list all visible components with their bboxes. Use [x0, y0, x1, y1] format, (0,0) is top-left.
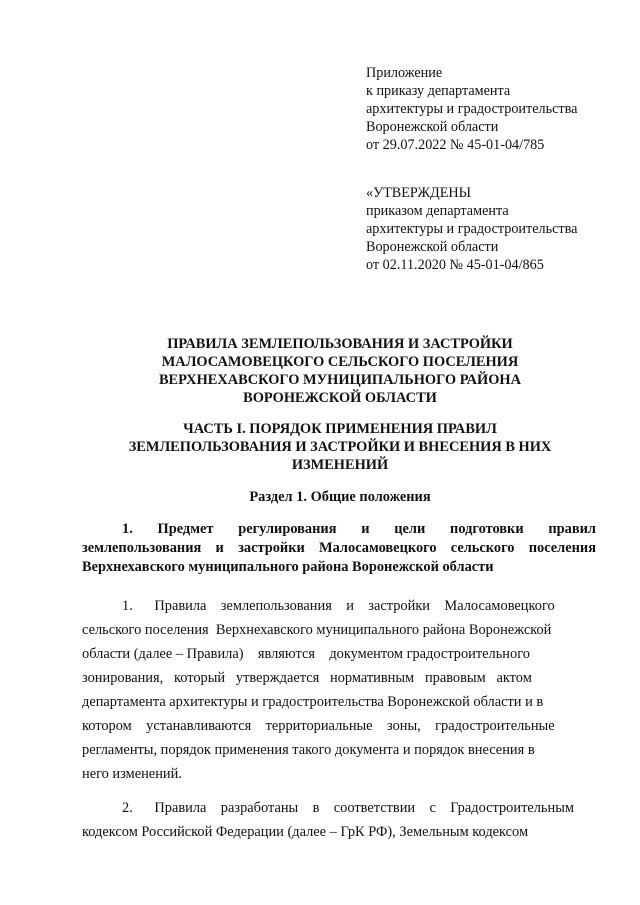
approved-line: «УТВЕРЖДЕНЫ — [366, 185, 471, 201]
approved-stamp — [366, 184, 577, 274]
main-title-line: МАЛОСАМОВЕЦКОГО СЕЛЬСКОГО ПОСЕЛЕНИЯ — [161, 354, 519, 370]
appendix-line: Воронежской области — [366, 119, 499, 135]
article-heading-line: Верхнехавского муниципального района Воронежской области — [82, 559, 494, 575]
paragraph-line: кодексом Российской Федерации (далее – ГрК РФ), Земельным кодексом — [82, 824, 529, 840]
appendix-line: Приложение — [366, 65, 443, 81]
paragraph-line: зонирования, который утверждается нормативным правовым актом — [82, 670, 532, 686]
paragraph-line: департамента архитектуры и градостроительства Воронежской области и в — [82, 694, 544, 710]
appendix-line: к приказу департамента — [366, 83, 511, 99]
main-title — [80, 335, 600, 407]
paragraph-line: 2. Правила разработаны в соответствии с Градостроительным — [122, 800, 574, 816]
paragraph-2 — [82, 796, 596, 844]
main-title-line: ВОРОНЕЖСКОЙ ОБЛАСТИ — [243, 390, 437, 406]
section-title-text: Раздел 1. Общие положения — [249, 489, 431, 505]
approved-line: приказом департамента — [366, 203, 509, 219]
article-heading-line: землепользования и застройки Малосамовецкого сельского поселения — [82, 540, 596, 556]
approved-line: от 02.11.2020 № 45-01-04/865 — [366, 257, 544, 273]
part-title-line: ЧАСТЬ I. ПОРЯДОК ПРИМЕНЕНИЯ ПРАВИЛ — [183, 421, 497, 437]
appendix-line: от 29.07.2022 № 45-01-04/785 — [366, 137, 545, 153]
part-title-line: ИЗМЕНЕНИЙ — [291, 457, 389, 473]
approved-line: архитектуры и градостроительства — [366, 221, 578, 237]
paragraph-line: него изменений. — [82, 766, 182, 782]
approved-line: Воронежской области — [366, 239, 499, 255]
paragraph-line: сельского поселения Верхнехавского муниципального района Воронежской — [82, 622, 552, 638]
part-title-line: ЗЕМЛЕПОЛЬЗОВАНИЯ И ЗАСТРОЙКИ И ВНЕСЕНИЯ В НИХ — [128, 439, 552, 455]
paragraph-line: котором устанавливаются территориальные зоны, градостроительные — [82, 718, 555, 734]
paragraph-line: регламенты, порядок применения такого документа и порядок внесения в — [82, 742, 535, 758]
main-title-line: ВЕРХНЕХАВСКОГО МУНИЦИПАЛЬНОГО РАЙОНА — [158, 372, 522, 388]
part-title — [80, 420, 600, 474]
paragraph-1 — [82, 594, 596, 786]
appendix-stamp — [366, 64, 577, 154]
article-1-heading — [82, 520, 596, 577]
paragraph-line: области (далее – Правила) являются документом градостроительного — [82, 646, 530, 662]
appendix-line: архитектуры и градостроительства — [366, 101, 578, 117]
article-heading-line: 1. Предмет регулирования и цели подготовки правил — [122, 521, 596, 537]
main-title-line: ПРАВИЛА ЗЕМЛЕПОЛЬЗОВАНИЯ И ЗАСТРОЙКИ — [167, 336, 513, 352]
paragraph-line: 1. Правила землепользования и застройки Малосамовецкого — [122, 598, 555, 614]
section-title — [80, 488, 600, 506]
